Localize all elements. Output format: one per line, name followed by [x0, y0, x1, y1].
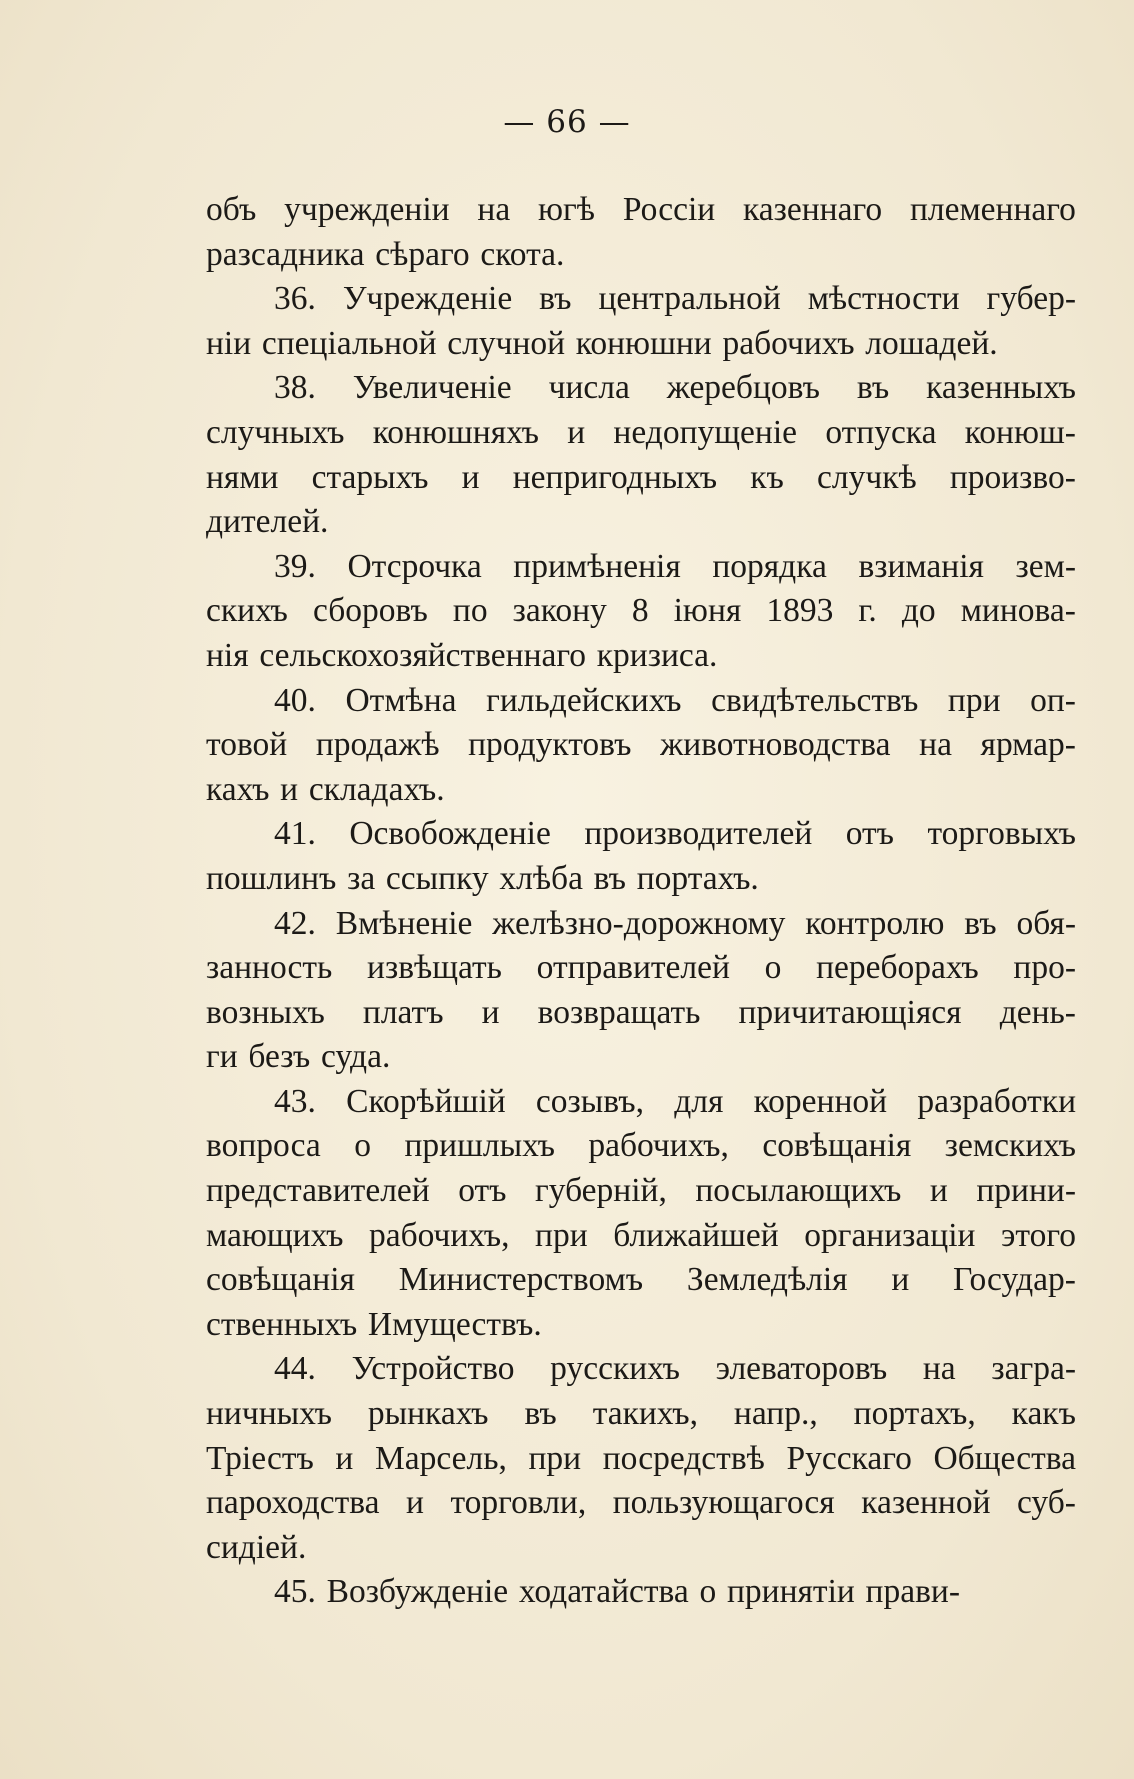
text-line: 45. Возбужденіе ходатайства о принятіи прави- — [274, 1573, 960, 1611]
text-line: 36. Учрежденіе въ центральной мѣстности губер- — [274, 280, 1076, 318]
text-line: товой продажѣ продуктовъ животноводства на ярмар- — [206, 726, 1076, 764]
text-line: 40. Отмѣна гильдейскихъ свидѣтельствъ при оп- — [274, 681, 1076, 719]
page-body-text — [206, 188, 1076, 1615]
text-line: ничныхъ рынкахъ въ такихъ, напр., портахъ, какъ — [206, 1395, 1076, 1433]
paragraph — [206, 277, 1076, 366]
text-line: пошлинъ за ссыпку хлѣба въ портахъ. — [206, 859, 759, 897]
text-line: дителей. — [206, 503, 329, 541]
text-line: нія сельскохозяйственнаго кризиса. — [206, 636, 718, 674]
text-line: Тріестъ и Марсель, при посредствѣ Русскаго Общества — [206, 1439, 1076, 1477]
text-line: ніи спеціальной случной конюшни рабочихъ лошадей. — [206, 324, 998, 362]
text-line: 39. Отсрочка примѣненія порядка взиманія зем- — [274, 547, 1076, 585]
text-line: 42. Вмѣненіе желѣзно-дорожному контролю въ обя- — [274, 904, 1076, 942]
text-line: ственныхъ Имуществъ. — [206, 1305, 542, 1343]
text-line: представителей отъ губерній, посылающихъ и прини- — [206, 1172, 1076, 1210]
text-line: сидіей. — [206, 1528, 307, 1566]
text-line: случныхъ конюшняхъ и недопущеніе отпуска конюш- — [206, 413, 1076, 451]
text-line: возныхъ платъ и возвращать причитающіяся день- — [206, 993, 1076, 1031]
text-line: мающихъ рабочихъ, при ближайшей организаціи этого — [206, 1216, 1076, 1254]
page-number: — 66 — — [503, 104, 631, 140]
text-line: вопроса о пришлыхъ рабочихъ, совѣщанія земскихъ — [206, 1127, 1076, 1165]
paragraph — [206, 1347, 1076, 1570]
text-line: ги безъ суда. — [206, 1038, 391, 1076]
text-line: 41. Освобожденіе производителей отъ торговыхъ — [274, 815, 1076, 853]
text-line: кахъ и складахъ. — [206, 770, 445, 808]
paragraph — [206, 545, 1076, 679]
paragraph — [206, 1570, 1076, 1615]
paragraph — [206, 679, 1076, 813]
text-line: скихъ сборовъ по закону 8 іюня 1893 г. до минова- — [206, 592, 1076, 630]
text-line: 44. Устройство русскихъ элеваторовъ на загра- — [274, 1350, 1076, 1388]
paragraph — [206, 812, 1076, 901]
paragraph — [206, 902, 1076, 1080]
paragraph — [206, 188, 1076, 277]
text-line: совѣщанія Министерствомъ Земледѣлія и Государ- — [206, 1261, 1076, 1299]
text-line: нями старыхъ и непригодныхъ къ случкѣ произво- — [206, 458, 1076, 496]
text-line: 38. Увеличеніе числа жеребцовъ въ казенныхъ — [274, 369, 1076, 407]
text-line: объ учрежденіи на югѣ Россіи казеннаго племеннаго — [206, 191, 1076, 228]
text-line: пароходства и торговли, пользующагося казенной суб- — [206, 1484, 1076, 1522]
text-line: 43. Скорѣйшій созывъ, для коренной разработки — [274, 1082, 1076, 1120]
paragraph — [206, 1080, 1076, 1348]
text-line: разсадника сѣраго скота. — [206, 235, 565, 273]
paragraph — [206, 366, 1076, 544]
text-line: занность извѣщать отправителей о переборахъ про- — [206, 949, 1076, 987]
